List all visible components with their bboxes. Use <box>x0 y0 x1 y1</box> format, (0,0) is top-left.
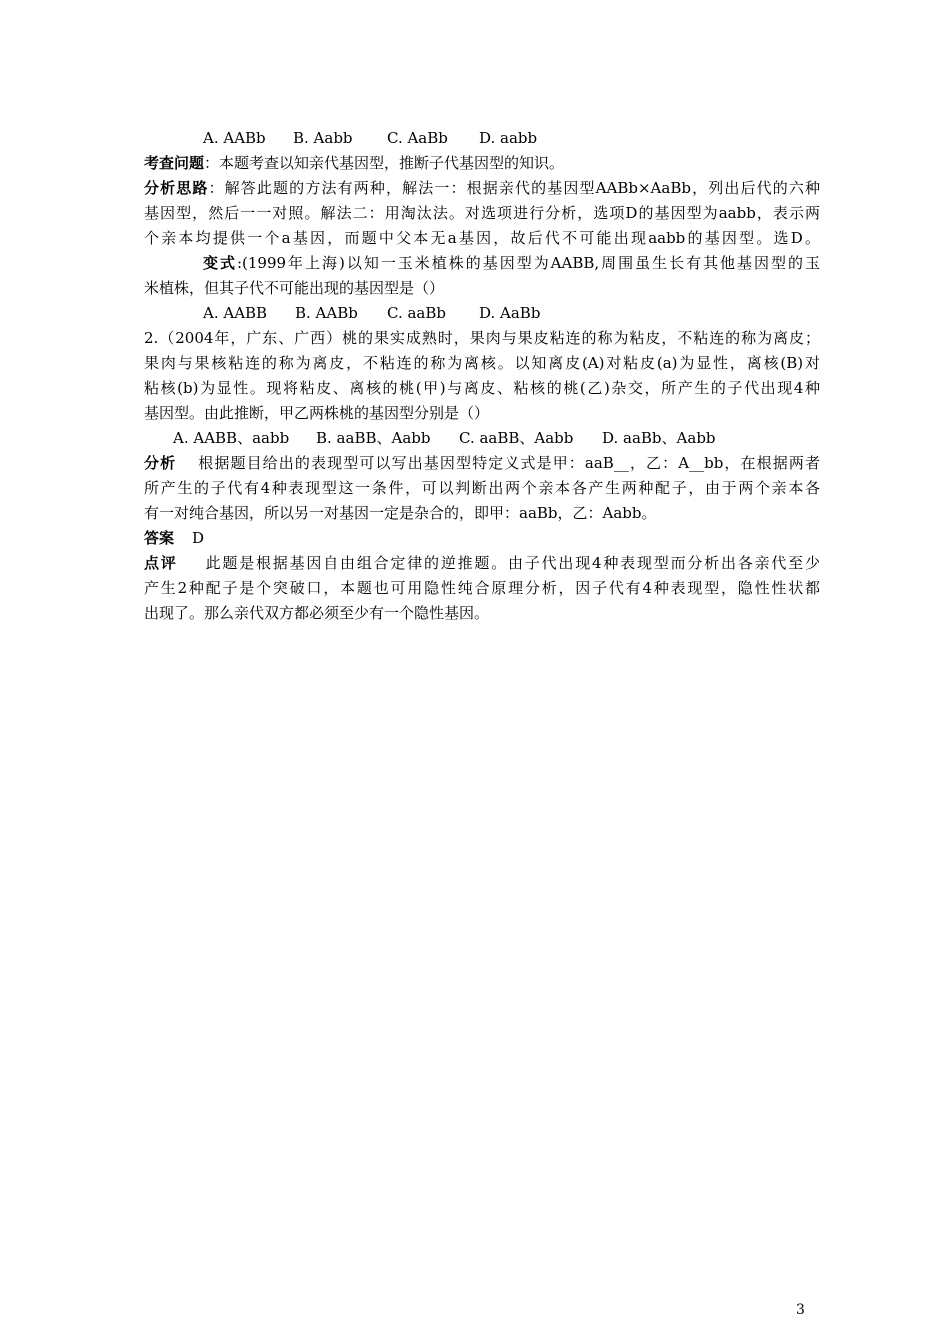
q2-stem-line-4: 基因型。由此推断，甲乙两株桃的基因型分别是（） <box>144 404 490 422</box>
q2-analysis-line-3: 有一对纯合基因，所以另一对基因一定是杂合的，即甲：aaBb，乙：Aabb。 <box>144 504 657 522</box>
q2-option-b: B. aaBB、Aabb <box>316 429 431 447</box>
page-number: 3 <box>796 1302 805 1318</box>
q1-variant-line-2: 米植株，但其子代不可能出现的基因型是（） <box>144 279 445 297</box>
q1-variant-label: 变式 <box>203 254 237 272</box>
q1-variant-option-b: B. AABb <box>295 304 358 322</box>
q2-stem-line-3: 粘核(b)为显性。现将粘皮、离核的桃(甲)与离皮、粘核的桃(乙)杂交，所产生的子代出现4种 <box>144 379 820 397</box>
q2-stem-line-1: 2.（2004年，广东、广西）桃的果实成熟时，果肉与果皮粘连的称为粘皮，不粘连的称为离皮； <box>144 329 820 347</box>
q1-variant-option-a: A. AABB <box>203 304 268 322</box>
q2-answer-label: 答案 <box>144 529 175 547</box>
q1-topic-label: 考查问题 <box>144 154 205 172</box>
q2-comment-line-3: 出现了。那么亲代双方都必须至少有一个隐性基因。 <box>144 604 490 622</box>
q1-variant-option-c: C. aaBb <box>387 304 446 322</box>
q1-analysis-line-1 <box>144 177 820 199</box>
q2-options <box>173 427 716 449</box>
q1-variant-options <box>203 302 540 324</box>
q1-analysis-label: 分析思路 <box>144 179 209 197</box>
q1-analysis-text-1: ：解答此题的方法有两种，解法一：根据亲代的基因型AABb×AaBb，列出后代的六种 <box>208 179 820 197</box>
q1-topic <box>144 152 564 174</box>
q2-option-c: C. aaBB、Aabb <box>459 429 574 447</box>
q1-option-c: C. AaBb <box>387 129 448 147</box>
q2-comment-line-1 <box>144 552 820 574</box>
q1-variant-option-d: D. AaBb <box>479 304 541 322</box>
q2-stem-line-2: 果肉与果核粘连的称为离皮，不粘连的称为离核。以知离皮(A)对粘皮(a)为显性，离核(B)对 <box>144 354 820 372</box>
q1-option-d: D. aabb <box>479 129 538 147</box>
q1-option-a: A. AABb <box>203 129 266 147</box>
q1-options <box>203 127 537 149</box>
q2-option-d: D. aaBb、Aabb <box>602 429 716 447</box>
q2-option-a: A. AABB、aabb <box>173 429 290 447</box>
q1-option-b: B. Aabb <box>293 129 353 147</box>
q1-analysis-line-2: 基因型，然后一一对照。解法二：用淘汰法。对选项进行分析，选项D的基因型为aabb，表示两 <box>144 204 820 222</box>
q2-comment-line-2: 产生2种配子是个突破口，本题也可用隐性纯合原理分析，因子代有4种表现型，隐性性状都 <box>144 579 820 597</box>
q1-analysis-line-3: 个亲本均提供一个a基因，而题中父本无a基因，故后代不可能出现aabb的基因型。选D。 <box>144 229 820 247</box>
q2-analysis-text-1: 根据题目给出的表现型可以写出基因型特定义式是甲：aaB__，乙：A__bb，在根据两者 <box>198 454 820 472</box>
q2-comment-label: 点评 <box>144 554 178 572</box>
q2-answer <box>144 527 204 549</box>
q2-analysis-line-2: 所产生的子代有4种表现型这一条件，可以判断出两个亲本各产生两种配子，由于两个亲本各 <box>144 479 820 497</box>
q2-comment-text-1: 此题是根据基因自由组合定律的逆推题。由子代出现4种表现型而分析出各亲代至少 <box>205 554 820 572</box>
q2-answer-value: D <box>192 529 205 547</box>
q2-analysis-line-1 <box>144 452 820 474</box>
q1-topic-text: ：本题考查以知亲代基因型，推断子代基因型的知识。 <box>204 154 565 172</box>
q1-variant-text-1: :(1999年上海)以知一玉米植株的基因型为AABB,周围虽生长有其他基因型的玉 <box>236 254 820 272</box>
q2-analysis-label: 分析 <box>144 454 177 472</box>
q1-variant-line-1 <box>203 252 820 274</box>
